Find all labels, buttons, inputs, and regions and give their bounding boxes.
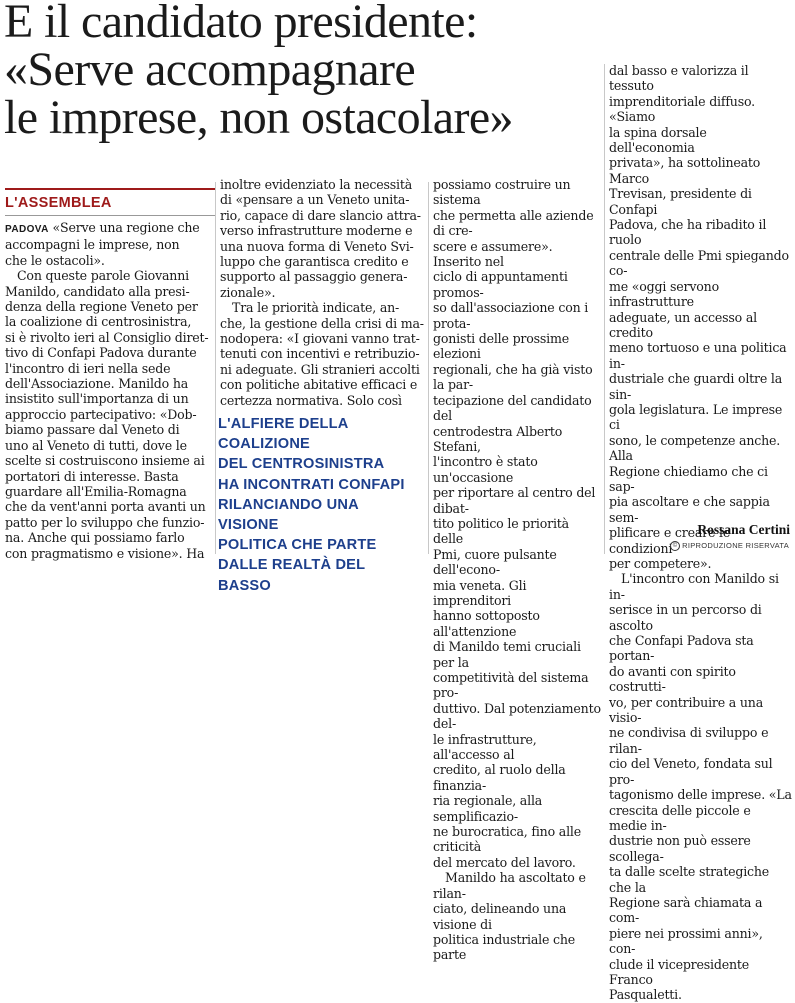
- column-divider: [215, 182, 216, 554]
- paragraph: possiamo costruire un sistema che permetta alle aziende di cre- scere e assumere». Inserito nel ciclo di appuntamenti promos- so dall'associazione con i prota- gonisti delle prossime elezioni regionali, che ha già visto la par- tecipazione del candidato del centrodestra Alberto Stefani, l'incontro è stato un'occasione per riportare al centro del dibat- tito politico le priorità delle Pmi, cuore pulsante dell'econo- mia veneta. Gli imprenditori hanno sottoposto all'attenzione di Manildo temi cruciali per la competitività del sistema pro- duttivo. Dal potenziamento del- le infrastrutture, all'accesso al credito, al ruolo della finanzia- ria regionale, alla semplificazio- ne burocratica, fino alle criticità del mercato del lavoro.: [433, 177, 601, 870]
- column-divider: [428, 182, 429, 554]
- section-kicker: L'ASSEMBLEA: [5, 188, 215, 216]
- copyright-text: RIPRODUZIONE RISERVATA: [682, 541, 789, 550]
- copyright-notice: [670, 541, 789, 551]
- article-column-3: [433, 177, 601, 963]
- copyright-icon: ©: [670, 541, 680, 551]
- paragraph: dal basso e valorizza il tessuto imprenditoriale diffuso. «Siamo la spina dorsale dell'economia privata», ha sottolineato Marco Trevisan, presidente di Confapi Padova, che ha ribadito il ruolo centrale delle Pmi spiegando co- me «oggi servono infrastrutture adeguate, un accesso al credito meno tortuoso e una politica in- dustriale che guardi oltre la sin- gola legislatura. Le imprese ci sono, le competenze anche. Alla Regione chiediamo che ci sap- pia ascoltare e che sappia sem- plificare e creare le condizioni per competere».: [609, 63, 789, 571]
- paragraph-lead: [5, 220, 213, 268]
- dateline: PADOVA: [5, 224, 49, 235]
- byline: Rossana Certini: [697, 522, 790, 537]
- lead-text: «Serve una regione che accompagni le imprese, non che le ostacoli».: [5, 220, 200, 268]
- column-divider: [604, 64, 605, 554]
- paragraph: inoltre evidenziato la necessità di «pensare a un Veneto unita- rio, capace di dare slancio attra- verso infrastrutture moderne e una nuova forma di Veneto Svi- luppo che garantisca credito e supporto al passaggio genera- zionale».: [220, 177, 421, 300]
- paragraph: Manildo ha ascoltato e rilan- ciato, delineando una visione di politica industriale che parte: [433, 870, 586, 963]
- paragraph: Con queste parole Giovanni Manildo, candidato alla presi- denza della regione Veneto per la coalizione di centrosinistra, si è rivolto ieri al Consiglio diret- tivo di Confapi Padova durante l'incontro di ieri nella sede dell'Associazione. Manildo ha insistito sull'importanza di un approccio partecipativo: «Dob- biamo passare dal Veneto di uno al Veneto di tutti, dove le scelte si costruiscono insieme ai portatori di interesse. Basta guardare all'Emilia-Romagna che da vent'anni porta avanti un patto per lo sviluppo che funzio- na. Anche qui possiamo farlo con pragmatismo e visione». Ha: [5, 268, 209, 561]
- article-column-1: [5, 220, 213, 561]
- paragraph: Tra le priorità indicate, an- che, la gestione della crisi di ma- nodopera: «I giovani vanno trat- tenuti con incentivi e retribuzio- ni adeguate. Gli stranieri accolti con politiche abitative efficaci e certezza normativa. Solo così: [220, 300, 424, 408]
- headline-line-2: «Serve accompagnare: [4, 43, 416, 96]
- headline: [4, 0, 604, 142]
- headline-line-1: E il candidato presidente:: [4, 0, 478, 48]
- pull-quote: L'ALFIERE DELLA COALIZIONE DEL CENTROSINISTRA HA INCONTRATI CONFAPI RILANCIANDO UNA VISIONE POLITICA CHE PARTE DALLE REALTÀ DEL BASSO: [218, 416, 405, 594]
- headline-line-3: le imprese, non ostacolare»: [4, 91, 513, 144]
- paragraph: L'incontro con Manildo si in- serisce in un percorso di ascolto che Confapi Padova sta portan- do avanti con spirito costrutti- vo, per contribuire a una visio- ne condivisa di sviluppo e rilan- cio del Veneto, fondata sul pro- tagonismo delle imprese. «La crescita delle piccole e medie in- dustrie non può essere scollega- ta dalle scelte strategiche che la Regione sarà chiamata a com- piere nei prossimi anni», con- clude il vicepresidente Franco Pasqualetti.: [609, 571, 792, 1003]
- article-column-2: [220, 177, 425, 408]
